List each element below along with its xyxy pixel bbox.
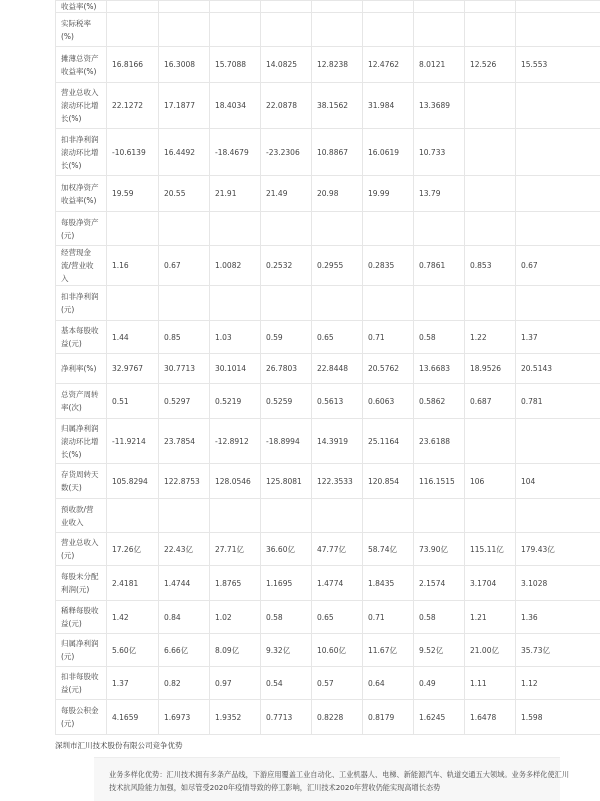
row-label: 稀释每股收益(元) (56, 601, 107, 634)
table-cell: -23.2306 (261, 129, 312, 176)
table-cell: 0.71 (363, 321, 414, 354)
table-cell: -18.8994 (261, 419, 312, 464)
advantage-text: 业务多样化优势：汇川技术拥有多条产品线，下游应用覆盖工业自动化、工业机器人、电梯、新能源汽车、轨道交通五大领域。业务多样化使汇川技术抗风险能力加强，如尽管受2020年疫情导致的停工影响，汇川技术2020年营收仍能实现高增长态势 (109, 768, 569, 794)
table-cell: 1.6245 (414, 700, 465, 735)
table-cell: 58.74亿 (363, 533, 414, 566)
table-cell: 122.8753 (159, 464, 210, 499)
table-row (56, 384, 600, 419)
table-cell: 0.2532 (261, 246, 312, 286)
table-cell (312, 1, 363, 13)
table-cell: 1.4744 (159, 566, 210, 601)
table-cell: 1.02 (210, 601, 261, 634)
table-cell (465, 286, 516, 321)
table-cell: -12.8912 (210, 419, 261, 464)
table-cell: 31.984 (363, 83, 414, 129)
table-cell: 0.97 (210, 667, 261, 700)
table-cell: 0.5613 (312, 384, 363, 419)
table-cell: 16.8166 (107, 47, 159, 83)
table-cell (312, 499, 363, 533)
table-cell: 12.8238 (312, 47, 363, 83)
table-cell: 30.7713 (159, 354, 210, 384)
table-cell: 10.60亿 (312, 634, 363, 667)
table-cell: 0.2835 (363, 246, 414, 286)
table-cell: 35.73亿 (516, 634, 600, 667)
table-cell: 11.67亿 (363, 634, 414, 667)
table-cell: 1.12 (516, 667, 600, 700)
table-cell (261, 286, 312, 321)
table-cell (210, 1, 261, 13)
table-cell: 14.0825 (261, 47, 312, 83)
table-cell: 0.82 (159, 667, 210, 700)
table-cell (516, 176, 600, 212)
table-cell: 0.8179 (363, 700, 414, 735)
table-cell: 0.7861 (414, 246, 465, 286)
table-cell (516, 129, 600, 176)
table-cell: 0.58 (414, 321, 465, 354)
table-cell: 20.55 (159, 176, 210, 212)
row-label: 营业总收入(元) (56, 533, 107, 566)
table-cell: 1.37 (516, 321, 600, 354)
table-cell: 1.36 (516, 601, 600, 634)
table-cell (159, 286, 210, 321)
table-cell: 23.7854 (159, 419, 210, 464)
table-cell: 16.3008 (159, 47, 210, 83)
table-cell: 0.85 (159, 321, 210, 354)
table-cell (516, 499, 600, 533)
row-label: 每股净资产(元) (56, 212, 107, 246)
table-cell: 179.43亿 (516, 533, 600, 566)
table-cell (312, 212, 363, 246)
table-cell (261, 1, 312, 13)
table-row (56, 499, 600, 533)
table-cell (210, 212, 261, 246)
table-cell: 0.59 (261, 321, 312, 354)
table-cell: 0.5297 (159, 384, 210, 419)
table-cell (159, 499, 210, 533)
table-cell (363, 212, 414, 246)
table-cell (312, 286, 363, 321)
advantage-box (94, 757, 560, 801)
table-cell (107, 286, 159, 321)
table-cell: 1.03 (210, 321, 261, 354)
table-cell: 0.65 (312, 321, 363, 354)
table-cell: 25.1164 (363, 419, 414, 464)
table-cell: 0.6063 (363, 384, 414, 419)
table-cell: 0.64 (363, 667, 414, 700)
table-cell (261, 499, 312, 533)
table-cell: 21.49 (261, 176, 312, 212)
table-cell: 0.58 (414, 601, 465, 634)
table-row (56, 321, 600, 354)
table-row (56, 667, 600, 700)
table-cell: 0.2955 (312, 246, 363, 286)
table-cell: 9.52亿 (414, 634, 465, 667)
row-label: 归属净利润滚动环比增长(%) (56, 419, 107, 464)
competitive-advantage-title: 深圳市汇川技术股份有限公司竞争优势 (55, 740, 183, 751)
table-cell: 19.59 (107, 176, 159, 212)
table-cell (107, 212, 159, 246)
table-row (56, 286, 600, 321)
table-cell: 27.71亿 (210, 533, 261, 566)
table-cell: 15.553 (516, 47, 600, 83)
table-cell: 36.60亿 (261, 533, 312, 566)
table-cell: 1.22 (465, 321, 516, 354)
table-cell: 13.79 (414, 176, 465, 212)
table-cell: 12.4762 (363, 47, 414, 83)
table-cell: 106 (465, 464, 516, 499)
table-cell: 1.0082 (210, 246, 261, 286)
table-cell: 20.5762 (363, 354, 414, 384)
table-cell: 0.58 (261, 601, 312, 634)
table-cell (210, 13, 261, 47)
table-cell: 47.77亿 (312, 533, 363, 566)
table-cell: 1.1695 (261, 566, 312, 601)
table-cell (414, 1, 465, 13)
table-cell: -18.4679 (210, 129, 261, 176)
table-cell: 0.8228 (312, 700, 363, 735)
row-label: 每股公积金(元) (56, 700, 107, 735)
table-cell: 13.6683 (414, 354, 465, 384)
table-cell (516, 286, 600, 321)
row-label: 总资产周转率(次) (56, 384, 107, 419)
table-cell: 1.6973 (159, 700, 210, 735)
table-cell (516, 1, 600, 13)
table-cell (465, 13, 516, 47)
row-label: 营业总收入滚动环比增长(%) (56, 83, 107, 129)
table-row (56, 419, 600, 464)
table-cell: 4.1659 (107, 700, 159, 735)
table-row (56, 13, 600, 47)
table-cell: 1.6478 (465, 700, 516, 735)
row-label: 每股未分配利润(元) (56, 566, 107, 601)
table-cell: 1.44 (107, 321, 159, 354)
table-cell (261, 212, 312, 246)
table-cell (107, 1, 159, 13)
table-row (56, 246, 600, 286)
table-cell: 1.37 (107, 667, 159, 700)
table-cell: 2.4181 (107, 566, 159, 601)
table-cell: 0.781 (516, 384, 600, 419)
table-cell (516, 212, 600, 246)
table-cell: 0.67 (159, 246, 210, 286)
table-cell: 12.526 (465, 47, 516, 83)
table-cell (414, 13, 465, 47)
row-label: 经营现金流/营业收入 (56, 246, 107, 286)
table-cell: 20.98 (312, 176, 363, 212)
table-cell (465, 176, 516, 212)
table-cell: 1.9352 (210, 700, 261, 735)
table-cell (363, 1, 414, 13)
table-cell: 1.598 (516, 700, 600, 735)
table-cell: 17.26亿 (107, 533, 159, 566)
table-cell (363, 13, 414, 47)
table-cell: 19.99 (363, 176, 414, 212)
table-cell: 16.4492 (159, 129, 210, 176)
table-cell: 10.8867 (312, 129, 363, 176)
table-cell (363, 286, 414, 321)
row-label: 存货周转天数(天) (56, 464, 107, 499)
table-cell: 6.66亿 (159, 634, 210, 667)
row-label: 实际税率(%) (56, 13, 107, 47)
table-cell: 1.42 (107, 601, 159, 634)
table-cell: 116.1515 (414, 464, 465, 499)
table-cell (363, 499, 414, 533)
table-cell (210, 499, 261, 533)
table-cell: 16.0619 (363, 129, 414, 176)
table-cell: 0.57 (312, 667, 363, 700)
table-row (56, 354, 600, 384)
table-cell (107, 499, 159, 533)
table-cell (516, 13, 600, 47)
table-cell (516, 419, 600, 464)
table-cell: 22.0878 (261, 83, 312, 129)
table-cell (312, 13, 363, 47)
row-label: 基本每股收益(元) (56, 321, 107, 354)
table-cell: 122.3533 (312, 464, 363, 499)
table-cell: -11.9214 (107, 419, 159, 464)
row-label: 扣非净利润滚动环比增长(%) (56, 129, 107, 176)
table-cell (516, 83, 600, 129)
table-cell: 1.16 (107, 246, 159, 286)
table-cell: 30.1014 (210, 354, 261, 384)
table-cell: 2.1574 (414, 566, 465, 601)
table-cell: 73.90亿 (414, 533, 465, 566)
table-cell: 0.71 (363, 601, 414, 634)
table-cell: 8.09亿 (210, 634, 261, 667)
financial-table-body (56, 1, 600, 735)
table-cell (465, 1, 516, 13)
row-label: 预收款/营业收入 (56, 499, 107, 533)
table-row (56, 129, 600, 176)
table-cell (465, 212, 516, 246)
row-label: 摊薄总资产收益率(%) (56, 47, 107, 83)
table-row (56, 176, 600, 212)
table-row (56, 212, 600, 246)
table-cell: 20.5143 (516, 354, 600, 384)
table-cell: 128.0546 (210, 464, 261, 499)
table-cell (414, 499, 465, 533)
table-cell: 1.4774 (312, 566, 363, 601)
table-cell: 21.91 (210, 176, 261, 212)
table-cell (261, 13, 312, 47)
table-cell: 104 (516, 464, 600, 499)
table-cell: 21.00亿 (465, 634, 516, 667)
table-cell (107, 13, 159, 47)
table-cell: 0.67 (516, 246, 600, 286)
table-cell (465, 419, 516, 464)
table-cell (414, 212, 465, 246)
table-cell: 26.7803 (261, 354, 312, 384)
row-label: 扣非净利润(元) (56, 286, 107, 321)
table-cell: 0.49 (414, 667, 465, 700)
table-cell: 23.6188 (414, 419, 465, 464)
table-cell: 0.5862 (414, 384, 465, 419)
table-cell: 115.11亿 (465, 533, 516, 566)
table-cell: 3.1028 (516, 566, 600, 601)
table-cell: 0.5259 (261, 384, 312, 419)
table-cell: 3.1704 (465, 566, 516, 601)
table-cell: 22.8448 (312, 354, 363, 384)
table-cell: -10.6139 (107, 129, 159, 176)
row-label: 扣非每股收益(元) (56, 667, 107, 700)
table-cell: 0.51 (107, 384, 159, 419)
table-cell: 8.0121 (414, 47, 465, 83)
table-cell: 38.1562 (312, 83, 363, 129)
table-cell: 0.5219 (210, 384, 261, 419)
table-cell: 0.65 (312, 601, 363, 634)
table-row (56, 464, 600, 499)
table-cell: 0.687 (465, 384, 516, 419)
table-cell (414, 286, 465, 321)
table-cell: 0.54 (261, 667, 312, 700)
row-label: 归属净利润(元) (56, 634, 107, 667)
table-cell: 1.21 (465, 601, 516, 634)
table-cell: 22.1272 (107, 83, 159, 129)
table-cell (465, 83, 516, 129)
table-cell: 17.1877 (159, 83, 210, 129)
row-label: 净利率(%) (56, 354, 107, 384)
financial-indicators-table (55, 0, 600, 735)
table-cell: 1.11 (465, 667, 516, 700)
table-cell: 0.84 (159, 601, 210, 634)
row-label: 加权净资产收益率(%) (56, 176, 107, 212)
table-cell: 1.8435 (363, 566, 414, 601)
table-cell: 18.9526 (465, 354, 516, 384)
table-cell: 0.853 (465, 246, 516, 286)
table-cell (159, 212, 210, 246)
table-row (56, 1, 600, 13)
table-cell: 14.3919 (312, 419, 363, 464)
table-row (56, 601, 600, 634)
table-cell: 22.43亿 (159, 533, 210, 566)
table-row (56, 634, 600, 667)
table-cell (159, 13, 210, 47)
table-row (56, 83, 600, 129)
table-cell: 120.854 (363, 464, 414, 499)
table-row (56, 700, 600, 735)
table-cell: 0.7713 (261, 700, 312, 735)
table-row (56, 47, 600, 83)
table-cell (159, 1, 210, 13)
table-cell (465, 499, 516, 533)
table-cell: 9.32亿 (261, 634, 312, 667)
table-row (56, 566, 600, 601)
table-row (56, 533, 600, 566)
row-label: 收益率(%) (56, 1, 107, 13)
table-cell (465, 129, 516, 176)
table-cell: 13.3689 (414, 83, 465, 129)
table-cell: 1.8765 (210, 566, 261, 601)
table-cell: 125.8081 (261, 464, 312, 499)
table-cell: 5.60亿 (107, 634, 159, 667)
table-cell: 32.9767 (107, 354, 159, 384)
table-cell: 105.8294 (107, 464, 159, 499)
table-cell: 18.4034 (210, 83, 261, 129)
financial-indicators-sheet (55, 0, 600, 735)
table-cell: 15.7088 (210, 47, 261, 83)
table-cell (210, 286, 261, 321)
table-cell: 10.733 (414, 129, 465, 176)
